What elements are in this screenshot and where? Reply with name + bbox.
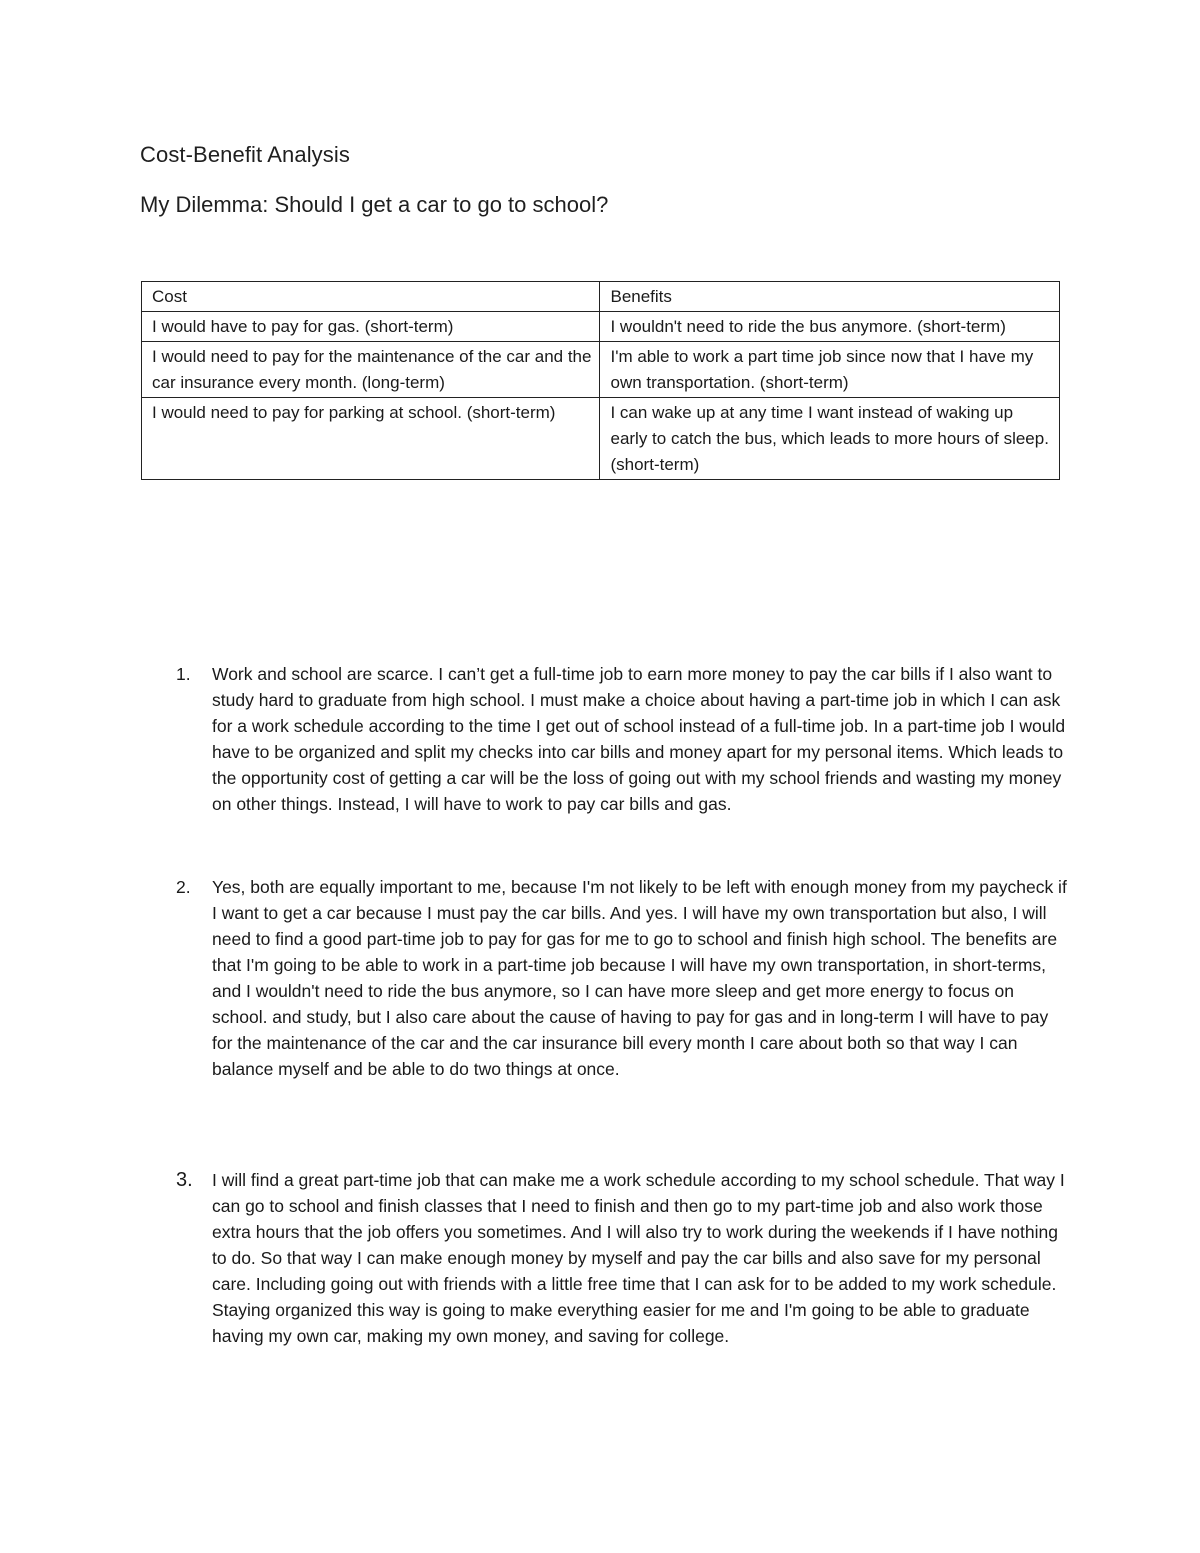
answer-text: Work and school are scarce. I can’t get a full-time job to earn more money to pay the car bills if I also want to study hard to graduate from high school. I must make a choice about having a part-time job in which I can ask for a work schedule according to the time I get out of school instead of a full-time job. In a part-time job I would have to be organized and split my checks into car bills and money apart for my personal items. Which leads to the opportunity cost of getting a car will be the loss of going out with my school friends and wasting my money on other things. Instead, I will have to work to pay car bills and gas. xyxy=(212,664,1066,814)
cost-cell: I would need to pay for the maintenance of the car and the car insurance every month. (long-term) xyxy=(142,342,600,398)
table-row xyxy=(142,398,1060,480)
benefit-cell: I can wake up at any time I want instead of waking up early to catch the bus, which leads to more hours of sleep. (short-term) xyxy=(600,398,1060,480)
header-benefits: Benefits xyxy=(600,282,1060,312)
list-number: 3. xyxy=(176,1169,193,1191)
cost-cell: I would have to pay for gas. (short-term) xyxy=(142,312,600,342)
benefit-cell: I wouldn't need to ride the bus anymore. (short-term) xyxy=(600,312,1060,342)
answer-text: Yes, both are equally important to me, because I'm not likely to be left with enough money from my paycheck if I want to get a car because I must pay the car bills. And yes. I will have my own transportation but also, I will need to find a good part-time job to pay for gas for me to go to school and finish high school. The benefits are that I'm going to be able to work in a part-time job because I will have my own transportation, in short-terms, and I wouldn't need to ride the bus anymore, so I can have more sleep and get more energy to focus on school. and study, but I also care about the cause of having to pay for gas and in long-term I will have to pay for the maintenance of the car and the car insurance bill every month I care about both so that way I can balance myself and be able to do two things at once. xyxy=(212,877,1067,1079)
dilemma-heading: My Dilemma: Should I get a car to go to school? xyxy=(140,192,609,217)
benefit-cell: I'm able to work a part time job since now that I have my own transportation. (short-term) xyxy=(600,342,1060,398)
list-item xyxy=(176,661,1072,817)
list-item xyxy=(176,874,1072,1082)
cost-benefit-table xyxy=(141,281,1060,480)
table-header-row xyxy=(142,282,1060,312)
document-title: Cost-Benefit Analysis xyxy=(140,142,350,167)
cost-cell: I would need to pay for parking at school. (short-term) xyxy=(142,398,600,480)
table-row xyxy=(142,312,1060,342)
answer-list-3 xyxy=(176,1167,1072,1349)
answer-list-1 xyxy=(176,661,1072,817)
list-number: 2. xyxy=(176,877,191,897)
list-number: 1. xyxy=(176,664,191,684)
answer-text: I will find a great part-time job that can make me a work schedule according to my school schedule. That way I can go to school and finish classes that I need to finish and then go to my part-time job and also work those extra hours that the job offers you sometimes. And I will also try to work during the weekends if I have nothing to do. So that way I can make enough money by myself and pay the car bills and also save for my personal care. Including going out with friends with a little free time that I can ask for to be added to my work schedule. Staying organized this way is going to make everything easier for me and I'm going to be able to graduate having my own car, making my own money, and saving for college. xyxy=(212,1170,1065,1346)
answer-list-2 xyxy=(176,874,1072,1082)
table-row xyxy=(142,342,1060,398)
list-item xyxy=(176,1167,1072,1349)
header-cost: Cost xyxy=(142,282,600,312)
